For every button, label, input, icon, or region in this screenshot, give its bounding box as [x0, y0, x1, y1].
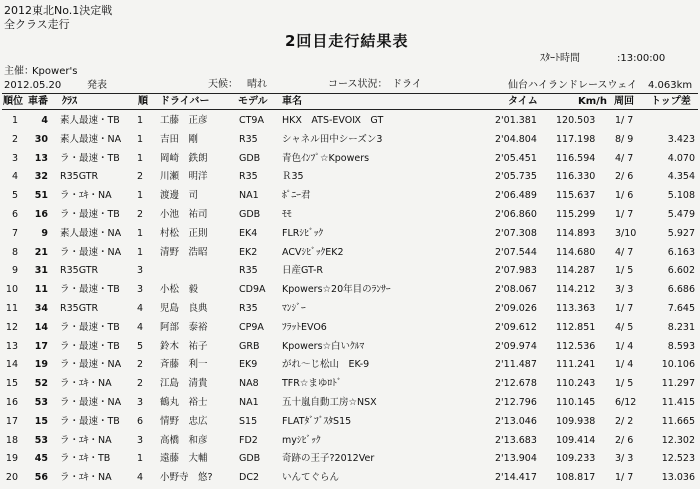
cell-order: 1 [137, 453, 144, 465]
cell-model: EK4 [239, 227, 258, 239]
cell-model: NA1 [239, 397, 259, 408]
cell-gap: 8.593 [667, 340, 695, 352]
start-time-label: ｽﾀｰﾄ時間 [540, 53, 580, 64]
cell-num: 45 [34, 453, 48, 465]
cell-time: 2'07.308 [495, 227, 537, 239]
cell-lap: 1/ 7 [615, 115, 634, 126]
cell-speed: 113.363 [556, 303, 596, 314]
cell-lap: 6/12 [615, 397, 637, 408]
cell-gap: 4.354 [667, 171, 695, 183]
table-row [0, 375, 700, 392]
cell-lap: 3/10 [615, 227, 637, 239]
cell-num: 4 [41, 115, 48, 126]
cell-lap: 2/ 6 [615, 171, 634, 183]
cell-model: FD2 [239, 434, 258, 446]
cell-class: ラ・ｴｷ・NA [60, 190, 112, 202]
cell-driver: 鈴木 祐子 [160, 340, 208, 352]
cell-pos: 8 [11, 246, 18, 258]
cell-lap: 1/ 7 [615, 472, 634, 484]
cell-driver: 吉田 剛 [160, 133, 199, 145]
cell-gap: 3.423 [667, 133, 695, 145]
table-row [0, 300, 700, 317]
cell-time: 2'11.487 [495, 359, 537, 371]
cell-gap: 6.686 [667, 284, 695, 296]
cell-order: 3 [137, 265, 144, 277]
table-row [0, 150, 700, 167]
cell-model: EK2 [239, 246, 258, 258]
cell-lap: 1/ 5 [615, 378, 634, 390]
course-value: ドライ [392, 79, 422, 90]
cell-pos: 13 [5, 340, 18, 352]
cell-car: TFR☆まゆﾛﾄﾞ [282, 378, 342, 390]
cell-lap: 1/ 4 [615, 359, 634, 371]
cell-car: ﾏﾝｼﾞｰ [282, 303, 306, 314]
cell-lap: 8/ 9 [615, 133, 634, 145]
cell-time: 2'09.026 [495, 303, 537, 314]
cell-pos: 20 [5, 472, 18, 484]
cell-time: 2'07.544 [495, 246, 537, 258]
col-num: 車番 [28, 96, 48, 107]
cell-lap: 2/ 2 [615, 415, 634, 427]
cell-driver: 小池 祐司 [160, 209, 208, 220]
cell-order: 1 [137, 190, 144, 202]
cell-num: 15 [34, 415, 48, 427]
cell-speed: 120.503 [556, 115, 596, 126]
cell-pos: 1 [11, 115, 18, 126]
cell-car: ACVｼﾋﾞｯｸEK2 [282, 246, 344, 258]
cell-car: 青色ｲﾝﾌﾟ☆Kpowers [282, 152, 370, 164]
cell-speed: 114.680 [556, 246, 596, 258]
cell-gap: 8.231 [667, 321, 695, 333]
cell-model: CD9A [239, 284, 266, 296]
col-lap: 周回 [614, 96, 634, 107]
table-row [0, 338, 700, 355]
cell-time: 2'13.904 [495, 453, 537, 465]
cell-order: 6 [137, 415, 144, 427]
cell-class: ラ・ｴｷ・TB [60, 453, 111, 465]
cell-speed: 109.414 [556, 434, 596, 446]
cell-speed: 114.287 [556, 265, 596, 277]
cell-time: 2'05.735 [495, 171, 537, 183]
cell-class: ラ・最速・NA [60, 246, 122, 258]
cell-class: ラ・最速・TB [60, 209, 120, 220]
cell-lap: 4/ 5 [615, 321, 634, 333]
cell-pos: 7 [11, 227, 18, 239]
page-title: 2回目走行結果表 [285, 32, 409, 50]
cell-class: ラ・ｴｷ・NA [60, 378, 112, 390]
column-header-row [0, 93, 700, 109]
cell-driver: 江島 清貴 [160, 378, 208, 390]
cell-num: 17 [34, 340, 48, 352]
date: 2012.05.20 [4, 80, 62, 91]
weather-label: 天候： [208, 79, 238, 90]
cell-lap: 1/ 7 [615, 209, 634, 220]
cell-time: 2'05.451 [495, 152, 537, 164]
cell-num: 9 [41, 227, 48, 239]
cell-gap: 10.106 [661, 359, 695, 371]
cell-time: 2'14.417 [495, 472, 537, 484]
col-order: 順 [138, 96, 148, 107]
cell-order: 5 [137, 340, 144, 352]
cell-speed: 117.198 [556, 133, 596, 145]
cell-pos: 11 [5, 303, 18, 314]
cell-num: 16 [34, 209, 48, 220]
cell-num: 32 [34, 171, 48, 183]
cell-gap: 12.523 [661, 453, 695, 465]
cell-driver: 阿部 泰裕 [160, 321, 208, 333]
cell-car: ﾌﾗｯﾄEVO6 [282, 321, 327, 333]
cell-time: 2'04.804 [495, 133, 537, 145]
cell-time: 2'01.381 [495, 115, 537, 126]
cell-model: NA1 [239, 190, 259, 202]
cell-model: CP9A [239, 321, 264, 333]
cell-pos: 12 [5, 321, 18, 333]
cell-num: 52 [34, 378, 48, 390]
cell-lap: 1/ 7 [615, 303, 634, 314]
cell-model: R35 [239, 303, 258, 314]
cell-car: 奇跡の王子?2012Ver [282, 453, 375, 465]
cell-class: R35GTR [60, 265, 99, 277]
cell-driver: 児島 良典 [160, 303, 208, 314]
cell-lap: 1/ 6 [615, 190, 634, 202]
cell-time: 2'13.046 [495, 415, 537, 427]
table-row [0, 413, 700, 430]
cell-speed: 108.817 [556, 472, 596, 484]
cell-gap: 13.036 [661, 472, 695, 484]
cell-num: 34 [34, 303, 48, 314]
venue: 仙台ハイランドレースウェイ [508, 80, 638, 91]
cell-speed: 109.233 [556, 453, 596, 465]
cell-class: 素人最速・NA [60, 227, 122, 239]
cell-lap: 2/ 6 [615, 434, 634, 446]
table-row [0, 450, 700, 467]
cell-model: GDB [239, 152, 261, 164]
cell-time: 2'07.983 [495, 265, 537, 277]
cell-gap: 7.645 [667, 303, 695, 314]
cell-num: 31 [34, 265, 48, 277]
cell-model: DC2 [239, 472, 259, 484]
cell-car: 日産GT-R [282, 265, 323, 277]
cell-lap: 4/ 7 [615, 152, 634, 164]
announce-label: 発表 [87, 80, 107, 91]
cell-order: 1 [137, 227, 144, 239]
cell-pos: 16 [5, 397, 18, 408]
cell-time: 2'06.860 [495, 209, 537, 220]
cell-speed: 110.145 [556, 397, 596, 408]
cell-order: 1 [137, 115, 144, 126]
cell-order: 1 [137, 246, 144, 258]
table-row [0, 168, 700, 185]
cell-speed: 115.299 [556, 209, 596, 220]
cell-model: S15 [239, 415, 258, 427]
cell-car: いんてぐらん [282, 472, 340, 484]
col-model: モデル [238, 96, 268, 107]
cell-pos: 10 [5, 284, 18, 296]
cell-model: EK9 [239, 359, 258, 371]
cell-driver: 斉藤 利一 [160, 359, 208, 371]
cell-car: HKX ATS-EVOⅨ GT [282, 115, 384, 126]
cell-lap: 4/ 7 [615, 246, 634, 258]
cell-pos: 14 [5, 359, 18, 371]
cell-car: シャネル田中シーズン3 [282, 133, 383, 145]
cell-order: 1 [137, 152, 144, 164]
cell-model: CT9A [239, 115, 264, 126]
cell-class: 素人最速・NA [60, 133, 122, 145]
table-row [0, 206, 700, 223]
cell-speed: 109.938 [556, 415, 596, 427]
cell-driver: 工藤 正彦 [160, 115, 208, 126]
cell-num: 21 [34, 246, 48, 258]
cell-num: 14 [34, 321, 48, 333]
cell-car: Kpowers☆白いｸﾙﾏ [282, 340, 365, 352]
cell-gap: 5.108 [667, 190, 695, 202]
weather-value: 晴れ [247, 79, 267, 90]
cell-speed: 112.536 [556, 340, 596, 352]
cell-class: ラ・最速・TB [60, 284, 120, 296]
col-pos: 順位 [3, 96, 23, 107]
cell-model: GDB [239, 453, 261, 465]
cell-class: ラ・ｴｷ・NA [60, 434, 112, 446]
cell-speed: 114.893 [556, 227, 596, 239]
cell-num: 56 [34, 472, 48, 484]
cell-car: ﾎﾟﾆｰ君 [282, 190, 311, 202]
cell-pos: 19 [5, 453, 18, 465]
cell-driver: 鶴丸 裕士 [160, 397, 208, 408]
cell-driver: 小野寺 悠? [160, 472, 213, 484]
cell-time: 2'13.683 [495, 434, 537, 446]
distance: 4.063km [648, 80, 693, 91]
table-row [0, 469, 700, 486]
cell-model: R35 [239, 171, 258, 183]
cell-gap: 11.665 [661, 415, 695, 427]
header-rule-bottom [2, 109, 698, 110]
cell-gap: 6.602 [667, 265, 695, 277]
cell-order: 4 [137, 303, 144, 314]
cell-car: 五十嵐自動工房☆NSX [282, 397, 377, 408]
cell-class: ラ・最速・TB [60, 415, 120, 427]
cell-model: R35 [239, 133, 258, 145]
event-title-line1: 2012東北No.1決定戦 [4, 4, 113, 17]
cell-gap: 6.163 [667, 246, 695, 258]
table-row [0, 319, 700, 336]
table-row [0, 394, 700, 411]
cell-car: FLRｼﾋﾞｯｸ [282, 227, 324, 239]
cell-order: 4 [137, 321, 144, 333]
cell-order: 4 [137, 472, 144, 484]
cell-speed: 116.594 [556, 152, 596, 164]
cell-gap: 12.302 [661, 434, 695, 446]
table-row [0, 131, 700, 148]
cell-speed: 114.212 [556, 284, 596, 296]
cell-time: 2'09.612 [495, 321, 537, 333]
cell-gap: 5.479 [667, 209, 695, 220]
cell-model: R35 [239, 265, 258, 277]
cell-time: 2'08.067 [495, 284, 537, 296]
cell-driver: 川瀬 明洋 [160, 171, 208, 183]
organizer-label: 主催： [4, 66, 34, 77]
col-driver: ドライバー [160, 96, 210, 107]
cell-num: 30 [34, 133, 48, 145]
cell-order: 3 [137, 434, 144, 446]
cell-driver: 渡邊 司 [160, 190, 199, 202]
cell-order: 3 [137, 284, 144, 296]
cell-gap: 11.415 [661, 397, 695, 408]
cell-speed: 116.330 [556, 171, 596, 183]
cell-pos: 9 [11, 265, 18, 277]
col-time: タイム [508, 96, 538, 107]
cell-time: 2'09.974 [495, 340, 537, 352]
cell-time: 2'12.796 [495, 397, 537, 408]
cell-num: 19 [34, 359, 48, 371]
cell-model: GDB [239, 209, 261, 220]
table-row [0, 356, 700, 373]
cell-gap: 5.927 [667, 227, 695, 239]
cell-driver: 清野 浩昭 [160, 246, 208, 258]
cell-order: 2 [137, 171, 144, 183]
cell-driver: 高橋 和彦 [160, 434, 208, 446]
cell-class: ラ・最速・TB [60, 321, 120, 333]
table-row [0, 281, 700, 298]
table-row [0, 225, 700, 242]
cell-car: Kpowers☆20年目のﾗﾝｻｰ [282, 284, 391, 296]
cell-driver: 小松 毅 [160, 284, 199, 296]
cell-class: ラ・最速・TB [60, 152, 120, 164]
col-gap: トップ差 [651, 96, 691, 107]
cell-driver: 情野 忠広 [160, 415, 208, 427]
cell-model: GRB [239, 340, 260, 352]
cell-class: ラ・最速・NA [60, 397, 122, 408]
cell-car: Ｒ35 [282, 171, 304, 183]
cell-lap: 1/ 4 [615, 340, 634, 352]
table-row [0, 112, 700, 129]
event-title-line2: 全クラス走行 [4, 18, 70, 31]
cell-lap: 3/ 3 [615, 284, 634, 296]
start-time-value: :13:00:00 [617, 53, 666, 64]
cell-lap: 1/ 5 [615, 265, 634, 277]
cell-class: 素人最速・TB [60, 115, 120, 126]
cell-order: 2 [137, 359, 144, 371]
col-car: 車名 [282, 96, 302, 107]
cell-model: NA8 [239, 378, 259, 390]
cell-order: 3 [137, 397, 144, 408]
cell-num: 13 [34, 152, 48, 164]
cell-car: FLATﾀﾞﾌﾞｽﾀS15 [282, 415, 352, 427]
cell-class: R35GTR [60, 171, 99, 183]
cell-pos: 4 [11, 171, 18, 183]
cell-class: ラ・最速・TB [60, 340, 120, 352]
cell-driver: 遠藤 大輔 [160, 453, 208, 465]
cell-lap: 3/ 3 [615, 453, 634, 465]
cell-speed: 112.851 [556, 321, 596, 333]
table-row [0, 432, 700, 449]
cell-order: 2 [137, 209, 144, 220]
course-label: コース状況： [328, 79, 388, 90]
cell-pos: 2 [11, 133, 18, 145]
cell-class: ラ・ｴｷ・NA [60, 472, 112, 484]
cell-pos: 3 [11, 152, 18, 164]
cell-gap: 11.297 [661, 378, 695, 390]
cell-driver: 村松 正則 [160, 227, 208, 239]
col-class: ｸﾗｽ [62, 96, 77, 107]
cell-num: 53 [34, 434, 48, 446]
cell-pos: 15 [5, 378, 18, 390]
cell-speed: 111.241 [556, 359, 596, 371]
cell-speed: 115.637 [556, 190, 596, 202]
cell-time: 2'12.678 [495, 378, 537, 390]
cell-class: ラ・最速・NA [60, 359, 122, 371]
cell-order: 2 [137, 378, 144, 390]
table-row [0, 244, 700, 261]
cell-pos: 6 [11, 209, 18, 220]
cell-time: 2'06.489 [495, 190, 537, 202]
cell-car: がれ～じ松山 EK-9 [282, 359, 370, 371]
cell-class: R35GTR [60, 303, 99, 314]
cell-car: ﾓﾓ [282, 209, 292, 220]
cell-order: 1 [137, 133, 144, 145]
cell-gap: 4.070 [667, 152, 695, 164]
cell-pos: 5 [11, 190, 18, 202]
cell-car: myｼﾋﾞｯｸ [282, 434, 321, 446]
cell-num: 53 [34, 397, 48, 408]
col-speed: Km/h [578, 96, 607, 107]
table-row [0, 187, 700, 204]
organizer-value: Kpower's [32, 66, 78, 77]
cell-num: 11 [34, 284, 48, 296]
cell-driver: 岡崎 鉄朗 [160, 152, 208, 164]
cell-speed: 110.243 [556, 378, 596, 390]
table-row [0, 262, 700, 279]
cell-pos: 18 [5, 434, 18, 446]
cell-pos: 17 [5, 415, 18, 427]
cell-num: 51 [34, 190, 48, 202]
